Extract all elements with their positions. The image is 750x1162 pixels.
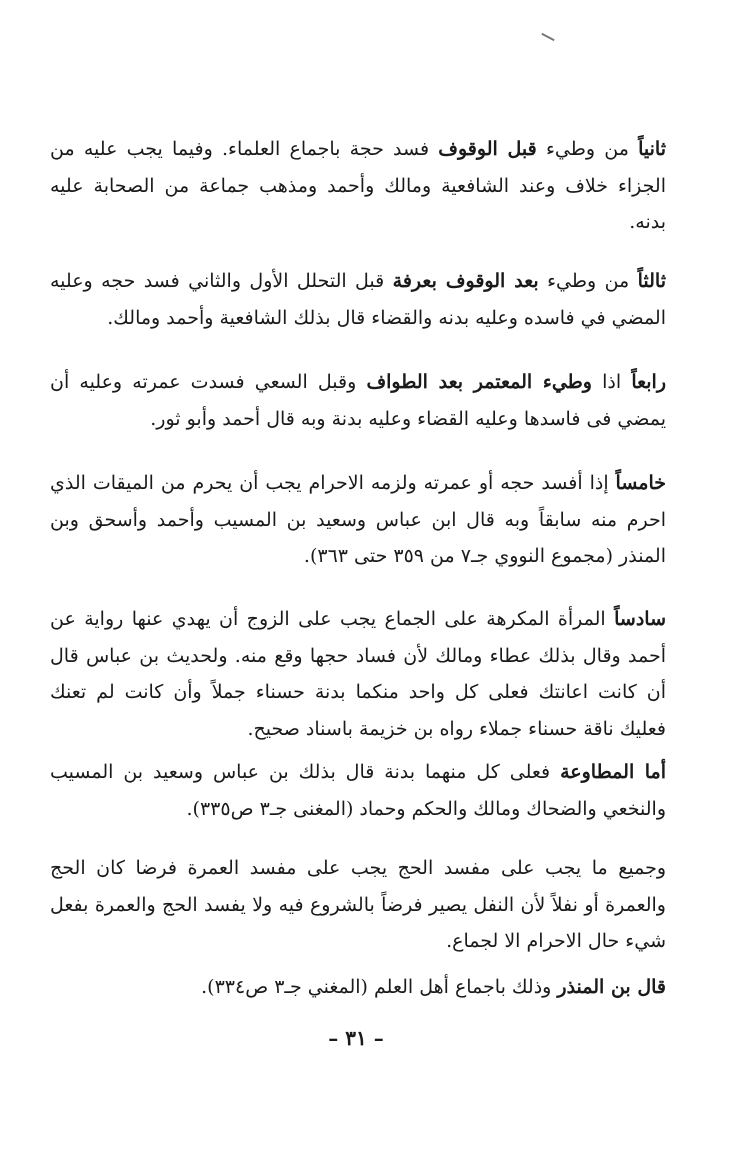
paragraph-text: قبل التحلل الأول والثاني فسد حجه وعليه المضي في فاسده وعليه بدنه والقضاء قال بذلك الشافعية وأحمد ومالك. (50, 270, 666, 329)
paragraph-rabian (50, 364, 666, 437)
paragraph-sadisan (50, 601, 666, 747)
paragraph-emphasis: بعد الوقوف بعرفة (392, 270, 539, 292)
paragraph-lead: رابعاً (631, 371, 667, 393)
paragraph-jamee (50, 850, 666, 960)
paragraph-lead: أما المطاوعة (560, 761, 666, 783)
paragraph-text: فسد حجة باجماع العلماء. وفيما يجب عليه من الجزاء خلاف وعند الشافعية ومالك وأحمد ومذهب جماعة من الصحابة عليه بدنه. (50, 138, 666, 233)
page-number: – ٣١ – (328, 1026, 384, 1050)
paragraph-text: وذلك باجماع أهل العلم (المغني جـ٣ ص٣٣٤). (201, 976, 558, 998)
paragraph-thaniyan (50, 131, 666, 241)
paragraph-lead: سادساً (614, 608, 666, 630)
scan-mark (541, 33, 554, 41)
paragraph-text: فعلى كل منهما بدنة قال بذلك بن عباس وسعيد بن المسيب والنخعي والضحاك ومالك والحكم وحماد (المغنى جـ٣ ص٣٣٥). (50, 761, 666, 820)
paragraph-text: من وطيء (538, 270, 638, 292)
paragraph-lead: ثالثاً (637, 270, 667, 292)
paragraph-text: اذا (591, 371, 632, 393)
paragraph-text: من وطيء (536, 138, 639, 160)
paragraph-mutawia (50, 754, 666, 827)
paragraph-lead: قال بن المنذر (557, 976, 666, 998)
paragraph-text: وجميع ما يجب على مفسد الحج يجب على مفسد العمرة فرضا كان الحج والعمرة أو نفلاً لأن النفل يصير فرضاً بالشروع فيه ولا يفسد الحج والعمرة بفعل شيء حال الاحرام الا لجماع. (50, 857, 666, 952)
paragraph-lead: خامساً (615, 472, 666, 494)
paragraph-emphasis: قبل الوقوف (438, 138, 537, 160)
paragraph-emphasis: وطيء المعتمر بعد الطواف (366, 371, 592, 393)
paragraph-lead: ثانياً (638, 138, 667, 160)
paragraph-text: إذا أفسد حجه أو عمرته ولزمه الاحرام يجب أن يحرم من الميقات الذي احرم منه سابقاً وبه قال ابن عباس وسعيد بن المسيب وأحمد وأسحق وبن المنذر (مجموع النووي جـ٧ من ٣٥٩ حتى ٣٦٣). (50, 472, 666, 567)
paragraph-thalithan (50, 263, 666, 336)
paragraph-khamisan (50, 465, 666, 575)
paragraph-ibn-almundhir (50, 969, 666, 1006)
paragraph-text: المرأة المكرهة على الجماع يجب على الزوج أن يهدي عنها رواية عن أحمد وقال بذلك عطاء ومالك لأن فساد حجها وقع منه. ولحديث بن عباس قال أن كانت اعانتك فعلى كل واحد منكما بدنة حسناء جملاً وأن كانت لم تعنك فعليك ناقة حسناء جملاء رواه بن خزيمة باسناد صحيح. (50, 608, 666, 740)
paragraph-text: وقبل السعي فسدت عمرته وعليه أن يمضي فى فاسدها وعليه القضاء وعليه بدنة وبه قال أحمد وأبو ثور. (50, 371, 666, 430)
